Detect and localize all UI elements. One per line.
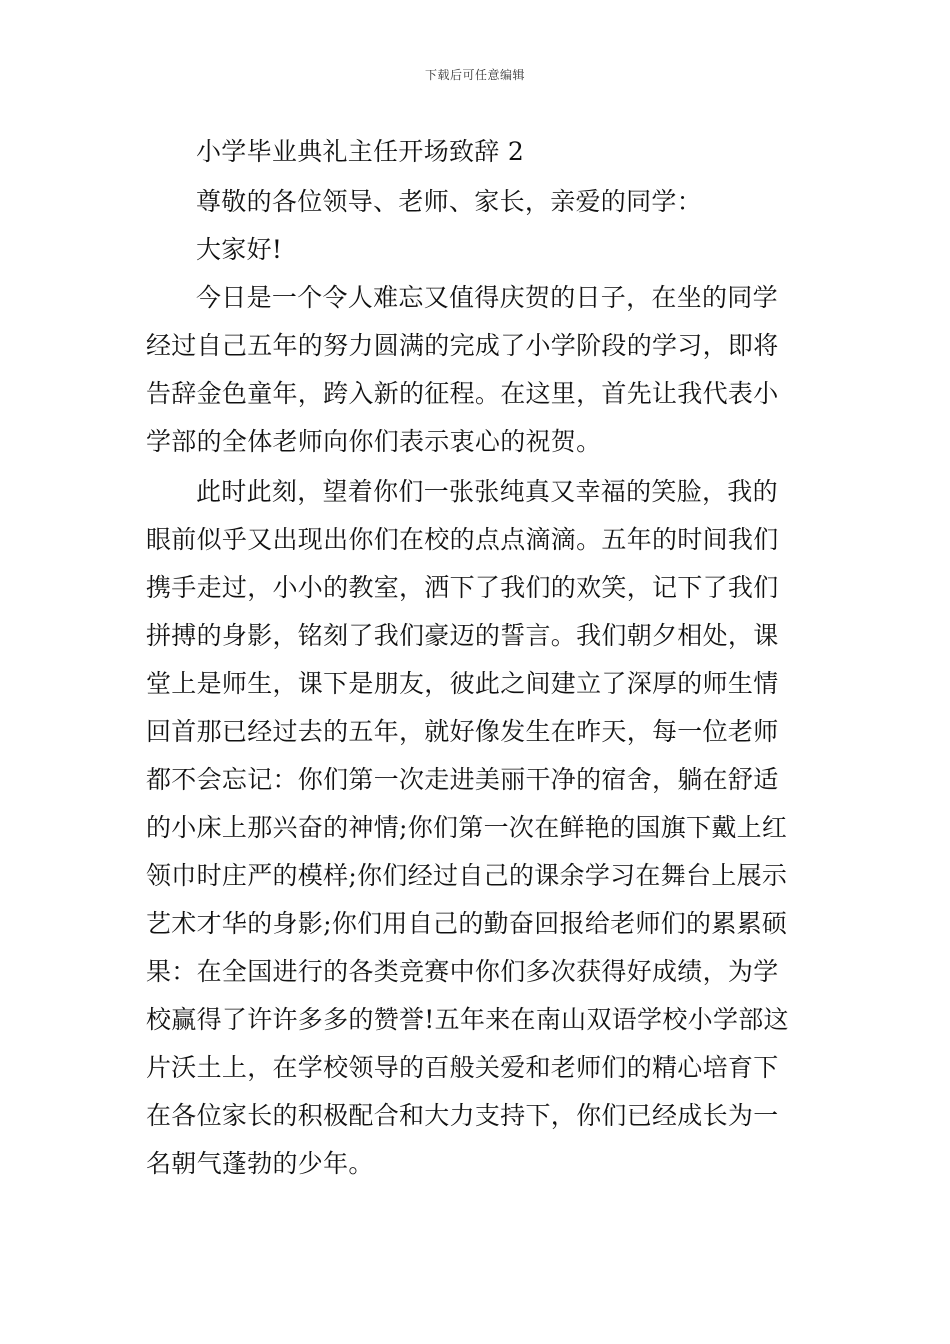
header-note: 下载后可任意编辑 (424, 68, 525, 82)
paragraph-1 (146, 274, 808, 466)
paragraph-2-line: 此时此刻，望着你们一张张纯真又幸福的笑脸，我的 (196, 477, 778, 506)
paragraph-2-line: 拼搏的身影，铭刻了我们豪迈的誓言。我们朝夕相处，课 (146, 621, 779, 650)
paragraph-1-line: 经过自己五年的努力圆满的完成了小学阶段的学习，即将 (146, 331, 779, 360)
paragraph-2-line: 堂上是师生，课下是朋友，彼此之间建立了深厚的师生情 (146, 669, 779, 698)
paragraph-2-line: 校赢得了许许多多的赞誉!五年来在南山双语学校小学部这 (146, 1005, 789, 1034)
paragraph-2-line: 的小床上那兴奋的神情;你们第一次在鲜艳的国旗下戴上红 (146, 813, 788, 842)
paragraph-1-line: 今日是一个令人难忘又值得庆贺的日子，在坐的同学 (196, 283, 778, 312)
paragraph-2-line: 眼前似乎又出现出你们在校的点点滴滴。五年的时间我们 (146, 525, 779, 554)
paragraph-2 (146, 468, 808, 1188)
salutation: 尊敬的各位领导、老师、家长，亲爱的同学： (196, 187, 703, 216)
paragraph-2-line: 果：在全国进行的各类竞赛中你们多次获得好成绩，为学 (146, 957, 779, 986)
greeting: 大家好! (196, 235, 283, 264)
document-body (146, 128, 808, 1188)
paragraph-2-line: 携手走过，小小的教室，洒下了我们的欢笑，记下了我们 (146, 573, 779, 602)
paragraph-2-line: 片沃土上，在学校领导的百般关爱和老师们的精心培育下 (146, 1053, 779, 1082)
paragraph-2-line: 艺术才华的身影;你们用自己的勤奋回报给老师们的累累硕 (146, 909, 788, 938)
paragraph-1-line: 学部的全体老师向你们表示衷心的祝贺。 (146, 427, 602, 456)
paragraph-2-line: 名朝气蓬勃的少年。 (146, 1149, 374, 1178)
document-title: 小学毕业典礼主任开场致辞 2 (196, 137, 525, 166)
paragraph-2-line: 在各位家长的积极配合和大力支持下，你们已经成长为一 (146, 1101, 779, 1130)
paragraph-2-line: 领巾时庄严的模样;你们经过自己的课余学习在舞台上展示 (146, 861, 788, 890)
paragraph-1-line: 告辞金色童年，跨入新的征程。在这里，首先让我代表小 (146, 379, 779, 408)
paragraph-2-line: 都不会忘记：你们第一次走进美丽干净的宿舍，躺在舒适 (146, 765, 779, 794)
paragraph-2-line: 回首那已经过去的五年，就好像发生在昨天，每一位老师 (146, 717, 779, 746)
